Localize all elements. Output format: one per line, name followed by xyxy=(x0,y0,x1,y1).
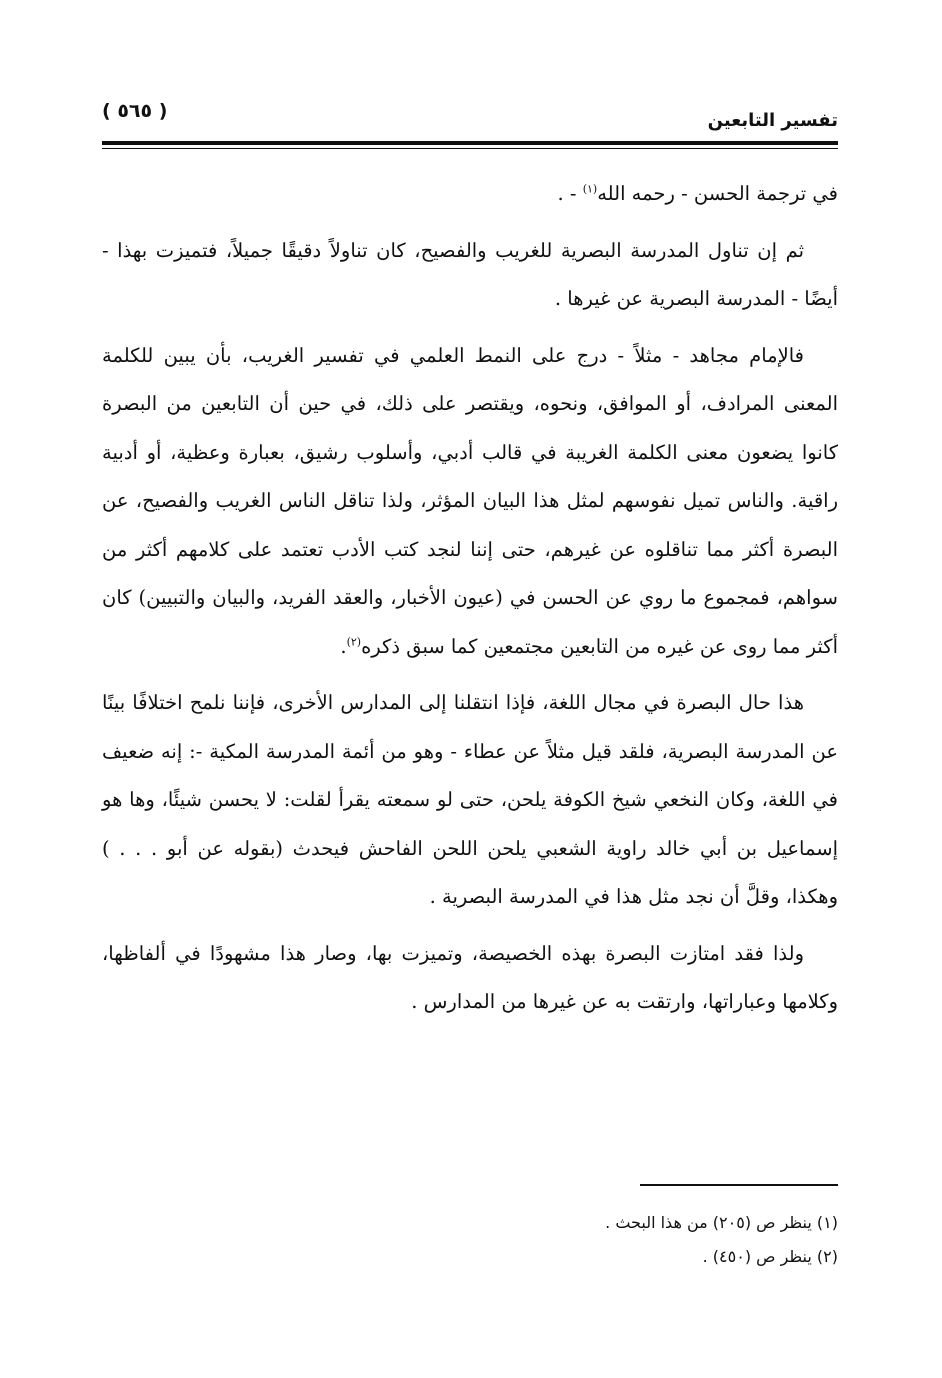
footnote-ref-1[interactable]: (١) xyxy=(582,182,598,196)
header-rule-thin xyxy=(102,148,838,149)
footnote-1: (١) ينظر ص (٢٠٥) من هذا البحث . xyxy=(605,1213,838,1232)
paragraph-2: ثم إن تناول المدرسة البصرية للغريب والفصيح، كان تناولاً دقيقًا جميلاً، فتميزت بهذا - أيضًا - المدرسة البصرية عن غيرها . xyxy=(102,238,838,310)
header-rule-thick xyxy=(102,141,838,145)
paragraph-3: فالإمام مجاهد - مثلاً - درج على النمط العلمي في تفسير الغريب، بأن يبين للكلمة المعنى المرادف، أو الموافق، ونحوه، ويقتصر على ذلك، في حين أن التابعين من البصرة كانوا يضعون معنى الكلمة الغريبة في قالب أدبي، وأسلوب رشيق، بعبارة وعظية، أو أدبية راقية. والناس تميل نفوسهم لمثل هذا البيان المؤثر، ولذا تناقل الناس الغريب والفصيح، عن البصرة أكثر مما تناقلوه عن غيرهم، حتى إننا لنجد كتب الأدب تعتمد على كلامهم أكثر من سواهم، فمجموع ما روي عن الحسن في (عيون الأخبار، والعقد الفريد، والبيان والتبيين) كان أكثر مما روى عن غيره من التابعين مجتمعين كما سبق ذكره$^{(٢)}$. xyxy=(102,343,838,658)
paragraph-5: ولذا فقد امتازت البصرة بهذه الخصيصة، وتميزت بها، وصار هذا مشهودًا في ألفاظها، وكلامها وعباراتها، وارتقت به عن غيرها من المدارس . xyxy=(102,941,838,1013)
footnote-ref-2[interactable]: (٢) xyxy=(346,635,362,648)
book-title: تفسير التابعين xyxy=(707,110,838,131)
page-header xyxy=(102,96,838,138)
paragraph-1: في ترجمة الحسن - رحمه الله$^{(١)}$ - . xyxy=(557,182,838,205)
main-text xyxy=(102,170,838,1035)
page-number: ( ٥٦٥ ) xyxy=(102,100,168,122)
paragraph-4: هذا حال البصرة في مجال اللغة، فإذا انتقلنا إلى المدارس الأخرى، فإننا نلمح اختلافًا بينًا عن المدرسة البصرية، فلقد قيل مثلاً عن عطاء - وهو من أئمة المدرسة المكية -: إنه ضعيف في اللغة، وكان النخعي شيخ الكوفة يلحن، حتى لو سمعته يقرأ لقلت: لا يحسن شيئًا، وها هو إسماعيل بن أبي خالد راوية الشعبي يلحن اللحن الفاحش فيحدث (بقوله عن أبو . . . ) وهكذا، وقلَّ أن نجد مثل هذا في المدرسة البصرية . xyxy=(102,691,838,908)
footnotes xyxy=(102,1206,838,1274)
footnote-2: (٢) ينظر ص (٤٥٠) . xyxy=(702,1247,838,1266)
footnote-separator xyxy=(640,1184,838,1186)
